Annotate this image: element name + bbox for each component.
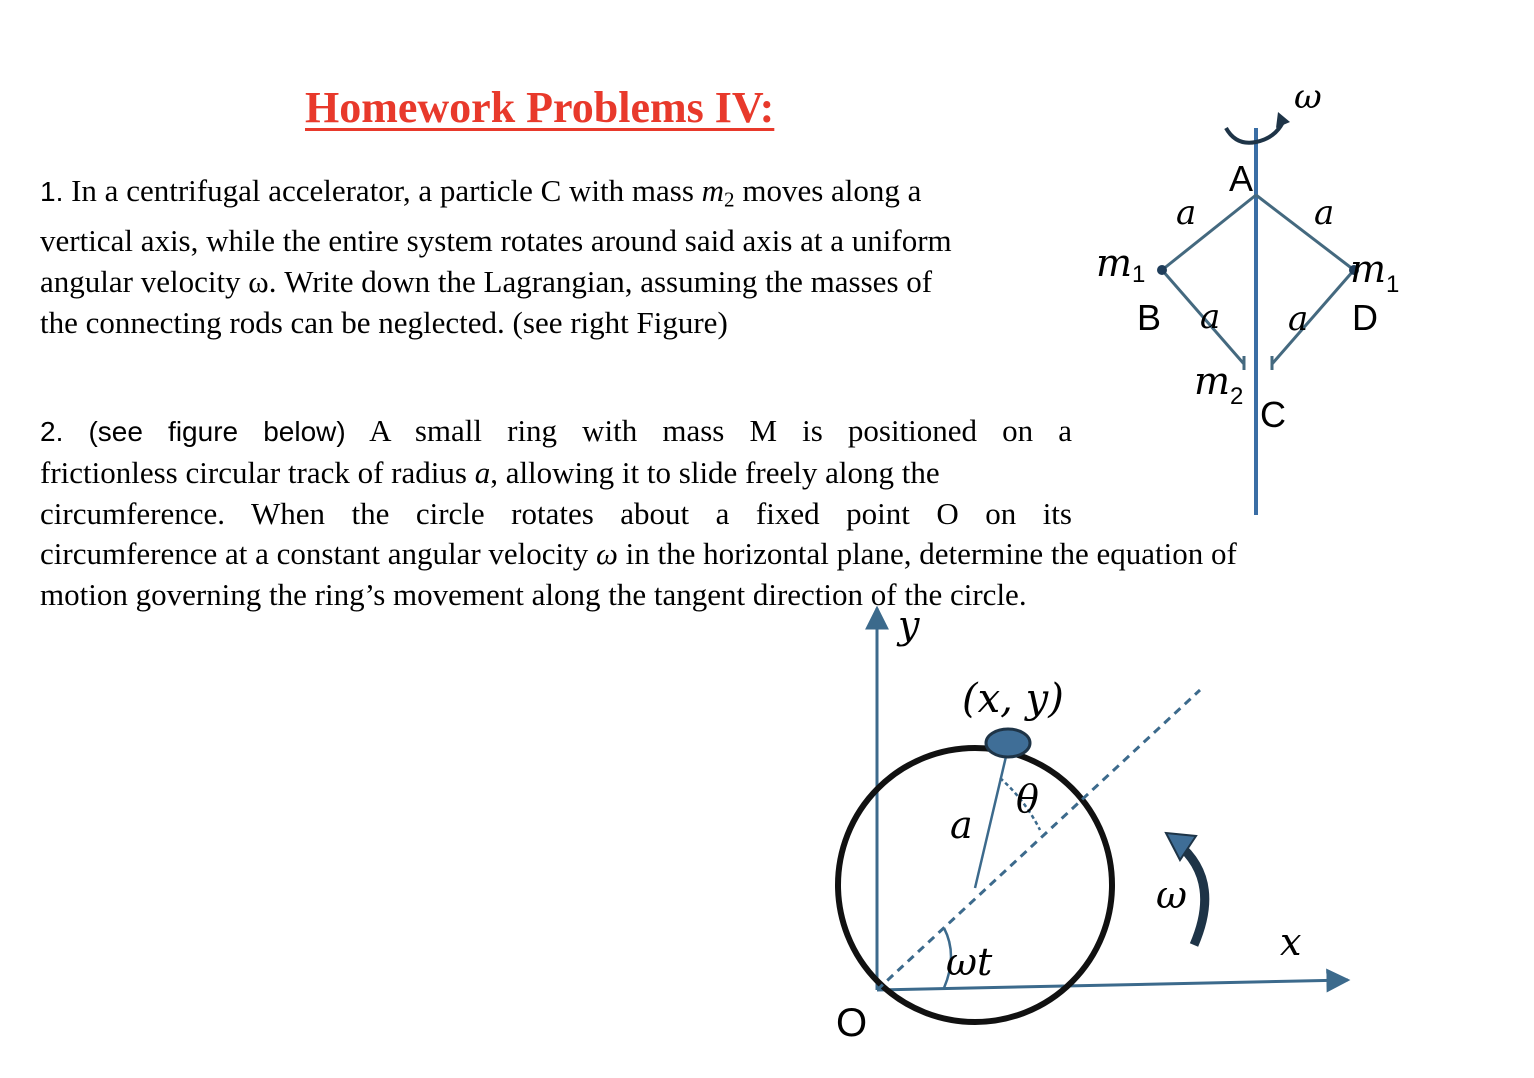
problem-2-line-5: motion governing the ring’s movement along the tangent direction of the circle. bbox=[40, 577, 1027, 612]
point-a-label: A bbox=[1229, 158, 1254, 199]
rod-label-ab: a bbox=[1176, 193, 1197, 233]
figure-2-ring-on-circle bbox=[836, 603, 1348, 1045]
fig2-omega-label: ω bbox=[1156, 873, 1187, 917]
problem-1-number: 1. bbox=[40, 176, 64, 207]
rotating-diameter bbox=[877, 690, 1200, 990]
mass-b-dot bbox=[1157, 265, 1167, 275]
problem-2-line-4-end: in the horizontal plane, determine the equation of bbox=[625, 536, 1237, 571]
fig2-y-label: y bbox=[898, 603, 920, 647]
problem-2-line-3: circumference. When the circle rotates about a fixed point O on its bbox=[40, 496, 1072, 531]
mass-c-label: $m_2$ bbox=[1194, 359, 1244, 410]
ring-mass bbox=[986, 729, 1030, 757]
fig2-origin-label: O bbox=[836, 1001, 868, 1045]
problem-2-radius: a bbox=[474, 455, 491, 490]
fig2-radius-label: a bbox=[950, 803, 973, 847]
problem-2-line-2: frictionless circular track of radius bbox=[40, 455, 467, 490]
fig2-point-label: (x, y) bbox=[962, 676, 1064, 722]
problem-1-line-3: angular velocity ω. Write down the Lagrangian, assuming the masses of bbox=[40, 264, 933, 300]
fig2-x-label: x bbox=[1280, 920, 1302, 964]
problem-2-number: 2. bbox=[40, 416, 64, 447]
mass-b-label: m1 bbox=[1096, 241, 1146, 288]
point-c-label: C bbox=[1260, 394, 1286, 435]
problem-2-line-4: circumference at a constant angular velocity bbox=[40, 536, 589, 571]
rod-dc bbox=[1272, 270, 1354, 364]
rod-label-ad: a bbox=[1314, 193, 1335, 233]
rod-label-dc: a bbox=[1288, 299, 1309, 339]
problem-2-line-1: A small ring with mass M is positioned on a bbox=[369, 413, 1072, 448]
fig1-omega: ω bbox=[1294, 77, 1322, 117]
radius-line bbox=[975, 748, 1008, 888]
problem-1-line-1: In a centrifugal accelerator, a particle C with mass bbox=[71, 173, 694, 208]
mass-d-label: $m_1$ bbox=[1350, 247, 1400, 298]
problem-1-line-2: vertical axis, while the entire system rotates around said axis at a uniform bbox=[40, 223, 952, 259]
fig2-omega-t-label: ωt bbox=[946, 940, 993, 984]
figure-1-centrifugal bbox=[1096, 77, 1399, 515]
problem-2-lead: (see figure below) bbox=[88, 416, 346, 447]
problem-1-mass: $m_2$ bbox=[701, 173, 735, 212]
rod-label-bc: a bbox=[1200, 297, 1221, 337]
problem-1-line-4: the connecting rods can be neglected. (see right Figure) bbox=[40, 305, 728, 341]
problem-1-line-1-end: moves along a bbox=[742, 173, 922, 208]
rod-ad bbox=[1256, 195, 1354, 270]
point-b-label: B bbox=[1137, 297, 1162, 338]
fig2-theta-label: θ bbox=[1016, 777, 1039, 821]
problem-2-omega: ω bbox=[596, 536, 618, 571]
problem-2-line-2-end: , allowing it to slide freely along the bbox=[490, 455, 940, 490]
point-d-label: D bbox=[1352, 297, 1378, 338]
page-title: Homework Problems IV: bbox=[305, 83, 775, 132]
